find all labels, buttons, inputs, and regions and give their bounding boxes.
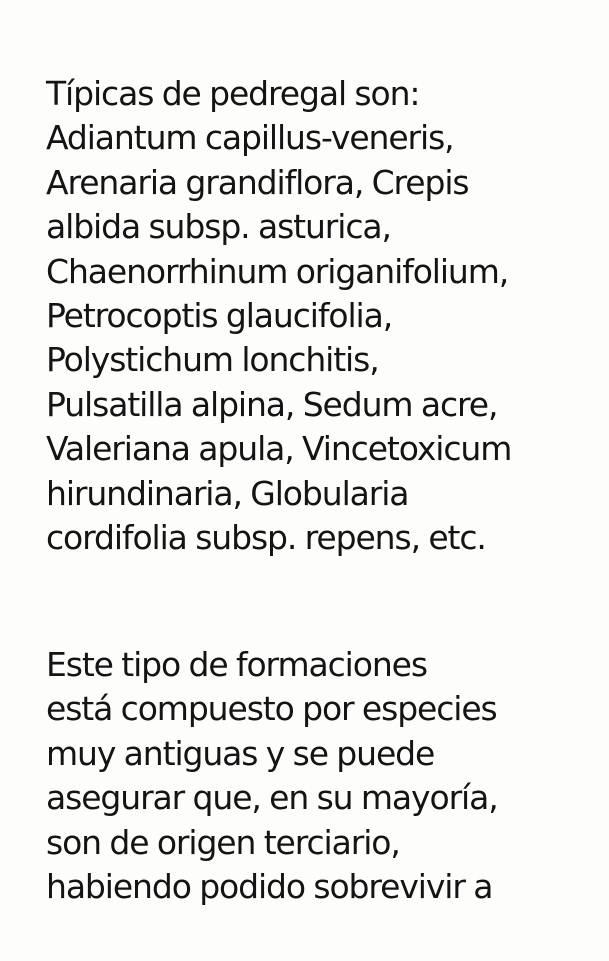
text-line: Típicas de pedregal son: (46, 74, 420, 113)
text-line: Chaenorrhinum origanifolium, (46, 251, 509, 291)
text-line: habiendo podido sobrevivir a (46, 866, 493, 906)
text-line: cordifolia subsp. repens, etc. (46, 517, 486, 557)
text-line: albida subsp. asturica, (46, 207, 391, 247)
paragraph-formations (46, 643, 498, 909)
text-line: Arenaria grandiflora, Crepis (46, 162, 469, 202)
text-line: está compuesto por especies (46, 689, 497, 729)
paragraph-species-list (46, 72, 511, 560)
text-line: Pulsatilla alpina, Sedum acre, (46, 384, 498, 424)
text-line: Este tipo de formaciones (46, 645, 427, 684)
text-line: son de origen terciario, (46, 822, 400, 862)
text-line: asegurar que, en su mayoría, (46, 778, 498, 818)
text-line: hirundinaria, Globularia (46, 473, 409, 513)
text-line: Petrocoptis glaucifolia, (46, 295, 393, 335)
text-line: Adiantum capillus-veneris, (46, 118, 454, 158)
text-line: muy antiguas y se puede (46, 733, 435, 773)
text-line: Valeriana apula, Vincetoxicum (46, 429, 512, 469)
text-line: Polystichum lonchitis, (46, 340, 379, 380)
